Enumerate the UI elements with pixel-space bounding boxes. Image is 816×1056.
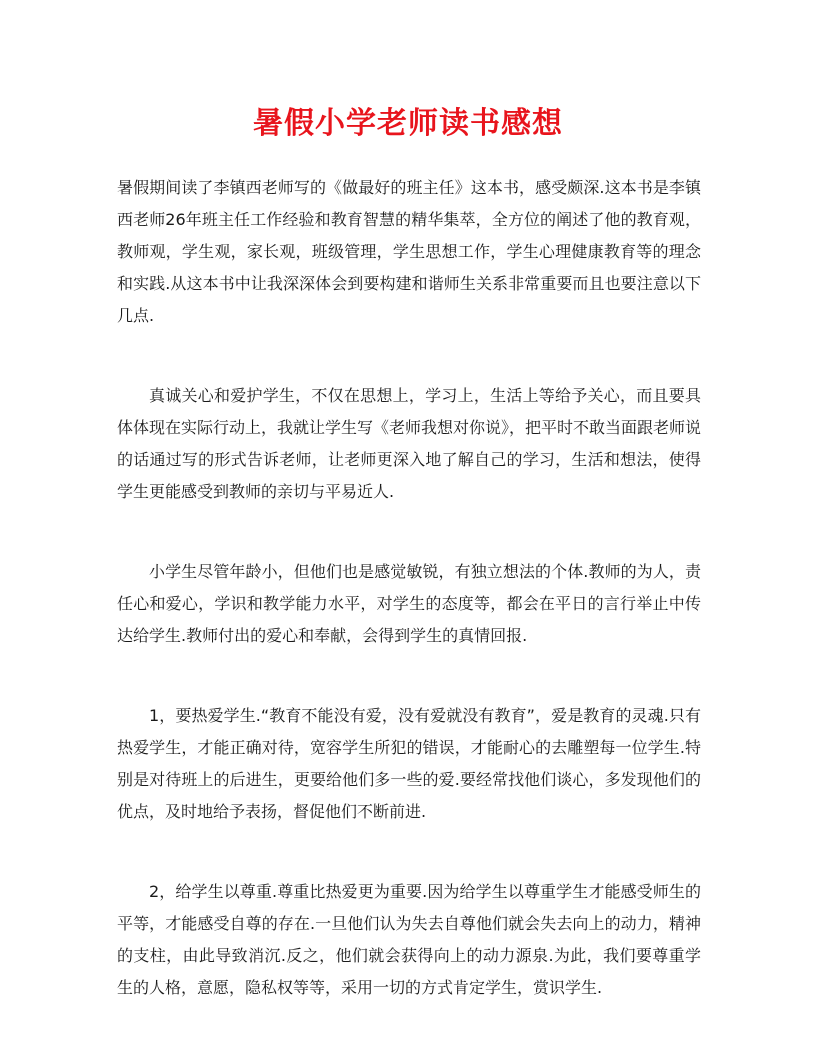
- document-body: [117, 172, 701, 1052]
- document-title: 暑假小学老师读书感想: [253, 106, 563, 141]
- paragraph-4: 1，要热爱学生.“教育不能没有爱，没有爱就没有教育”，爱是教育的灵魂.只有热爱学生，才能正确对待，宽容学生所犯的错误，才能耐心的去雕塑每一位学生.特别是对待班上的后进生，更要给他们多一些的爱.要经常找他们谈心，多发现他们的优点，及时地给予表扬，督促他们不断前进.: [117, 706, 701, 821]
- paragraph-1: 暑假期间读了李镇西老师写的《做最好的班主任》这本书，感受颇深.这本书是李镇西老师26年班主任工作经验和教育智慧的精华集萃，全方位的阐述了他的教育观，教师观，学生观，家长观，班级管理，学生思想工作，学生心理健康教育等的理念和实践.从这本书中让我深深体会到要构建和谐师生关系非常重要而且也要注意以下几点.: [117, 178, 701, 325]
- paragraph-2: 真诚关心和爱护学生，不仅在思想上，学习上，生活上等给予关心，而且要具体体现在实际行动上，我就让学生写《老师我想对你说》，把平时不敢当面跟老师说的话通过写的形式告诉老师，让老师更深入地了解自己的学习，生活和想法，使得学生更能感受到教师的亲切与平易近人.: [117, 386, 702, 501]
- paragraph-3: 小学生尽管年龄小，但他们也是感觉敏锐，有独立想法的个体.教师的为人，责任心和爱心，学识和教学能力水平，对学生的态度等，都会在平日的言行举止中传达给学生.教师付出的爱心和奉献，会得到学生的真情回报.: [117, 562, 701, 645]
- paragraph-5: 2，给学生以尊重.尊重比热爱更为重要.因为给学生以尊重学生才能感受师生的平等，才能感受自尊的存在.一旦他们认为失去自尊他们就会失去向上的动力，精神的支柱，由此导致消沉.反之，他们就会获得向上的动力源泉.为此，我们要尊重学生的人格，意愿，隐私权等等，采用一切的方式肯定学生，赏识学生.: [117, 882, 701, 997]
